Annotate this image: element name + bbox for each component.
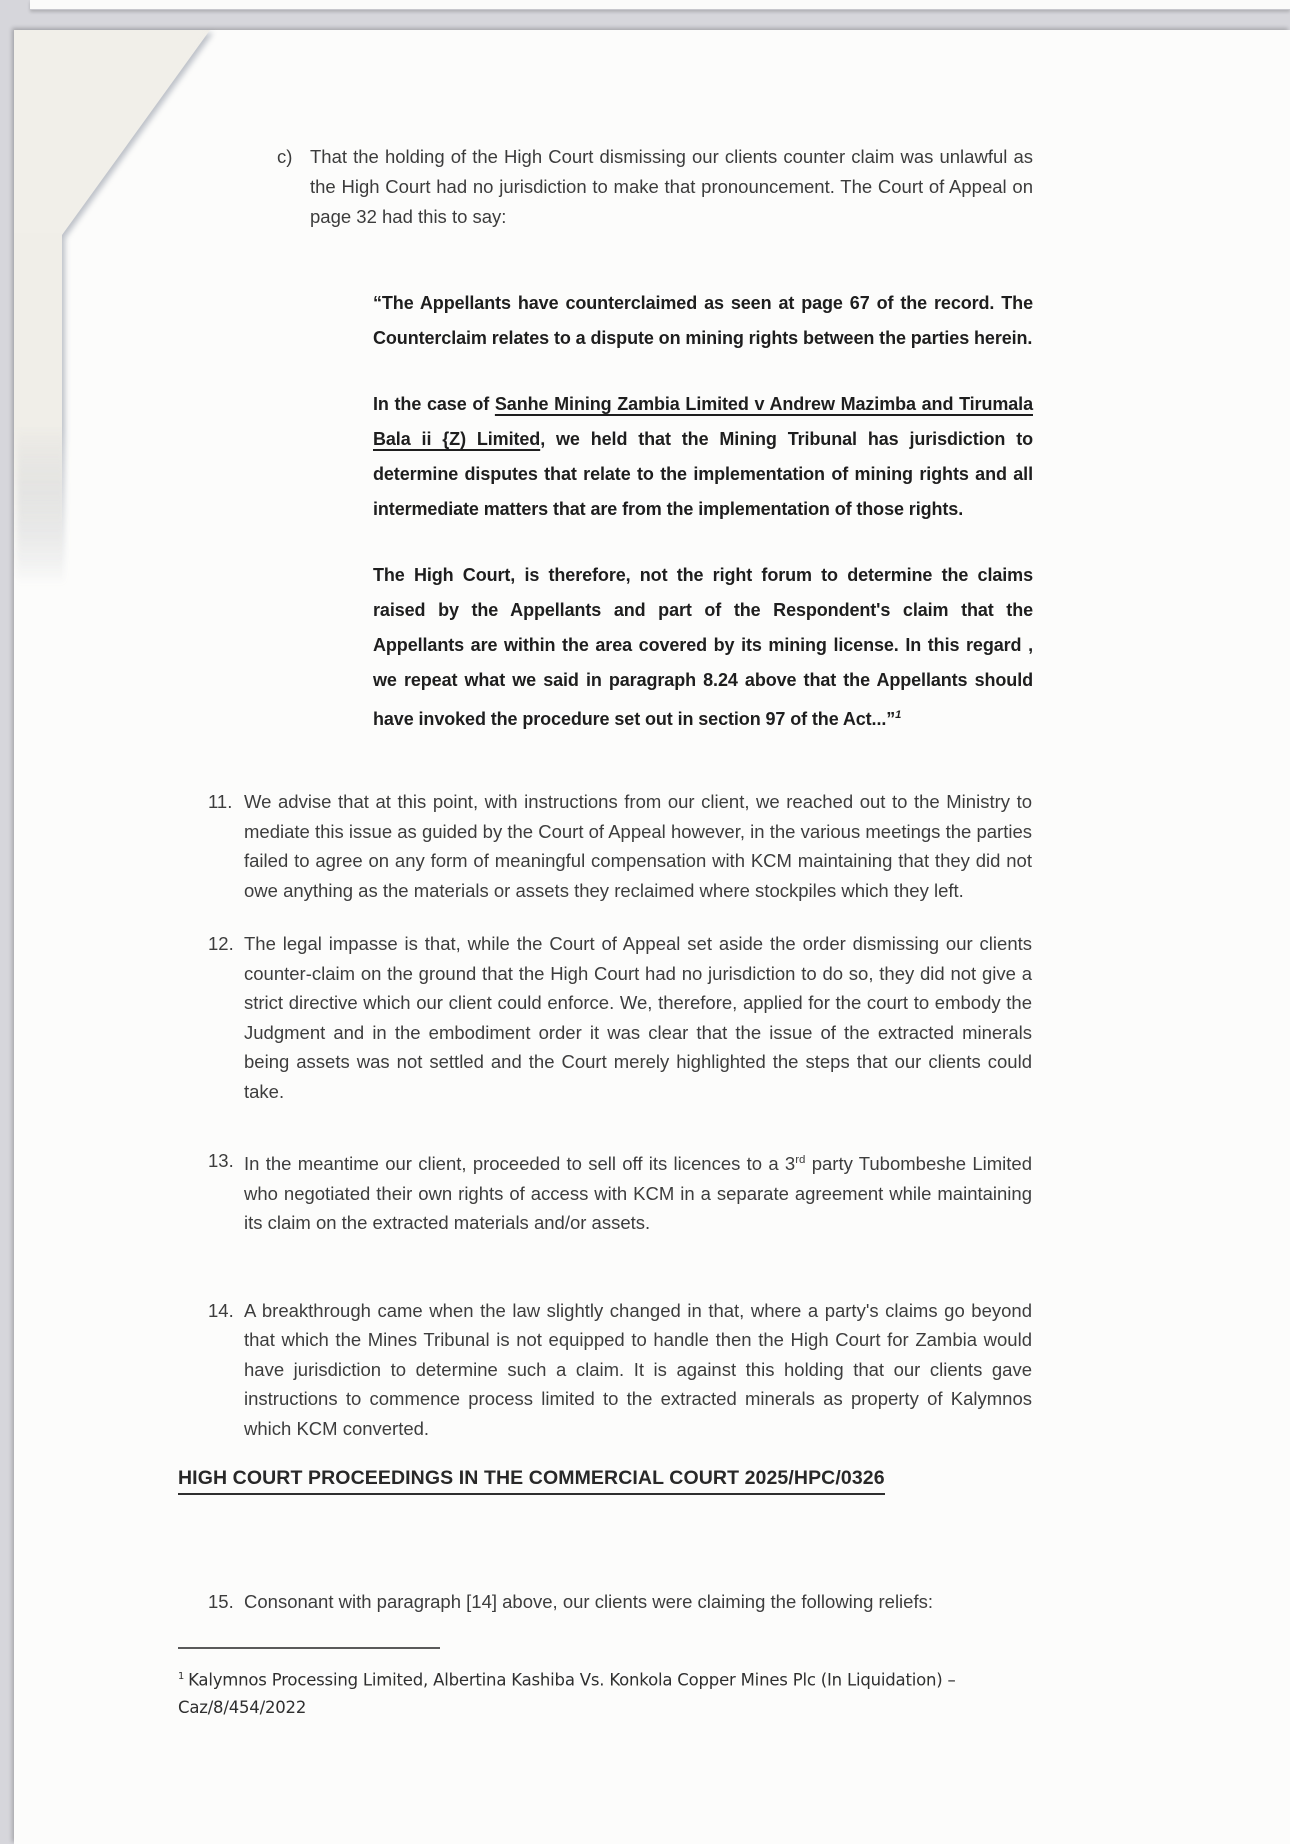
paragraph-15-text: Consonant with paragraph [14] above, our clients were claiming the following reliefs:: [244, 1591, 933, 1613]
quote-paragraph-2-pre: In the case of: [373, 394, 495, 414]
section-heading-text: HIGH COURT PROCEEDINGS IN THE COMMERCIAL COURT 2025/HPC/0326: [178, 1467, 885, 1495]
paragraph-11: [208, 787, 1032, 905]
document-content: [14, 30, 1290, 1722]
paragraph-13-text: [244, 1146, 1032, 1238]
paragraph-12-text: The legal impasse is that, while the Court of Appeal set aside the order dismissing our clients counter-claim on the ground that the High Court had no jurisdiction to do so, they did not give a strict directive which our client could enforce. We, therefore, applied for the court to embody the Judgment and in the embodiment order it was clear that the issue of the extracted minerals being assets was not settled and the Court merely highlighted the steps that our clients could take.: [244, 933, 1032, 1102]
paragraph-12-number: 12.: [208, 933, 234, 954]
spacer: [14, 1495, 1290, 1587]
paragraph-13: [208, 1146, 1032, 1238]
paragraph-14: [208, 1296, 1032, 1444]
quote-paragraph-2-post: , we held that the Mining Tribunal has jurisdiction to determine disputes that relate to the implementation of mining rights and all intermediate matters that are from the implementation of those rights.: [373, 429, 1033, 519]
paragraph-13-text-pre: In the meantime our client, proceeded to sell off its licences to a 3: [244, 1153, 796, 1175]
footnote: [178, 1663, 983, 1723]
footnote-separator: [178, 1647, 440, 1649]
quote-paragraph-1: “The Appellants have counterclaimed as seen at page 67 of the record. The Counterclaim relates to a dispute on mining rights between the parties herein.: [373, 293, 1033, 348]
previous-page-edge: [30, 0, 1290, 10]
quote-paragraph-3: [373, 558, 1033, 737]
paragraph-14-text: A breakthrough came when the law slightly changed in that, where a party's claims go beyond that which the Mines Tribunal is not equipped to handle then the High Court for Zambia would have jurisdiction to determine such a claim. It is against this holding that our clients gave instructions to commence process limited to the extracted minerals as property of Kalymnos which KCM converted.: [244, 1299, 1032, 1439]
footnote-text: Kalymnos Processing Limited, Albertina Kashiba Vs. Konkola Copper Mines Plc (In Liquidation) – Caz/8/454/2022: [178, 1670, 956, 1718]
paragraph-12: [208, 929, 1032, 1106]
paragraph-15: [208, 1587, 1032, 1617]
court-of-appeal-quote: [373, 286, 1033, 737]
section-heading: [178, 1467, 1290, 1495]
ordinal-suffix: rd: [795, 1154, 806, 1166]
footnote-reference: 1: [895, 709, 902, 721]
paragraph-11-text: We advise that at this point, with instructions from our client, we reached out to the Ministry to mediate this issue as guided by the Court of Appeal however, in the various meetings the parties failed to agree on any form of meaningful compensation with KCM maintaining that they did not owe anything as the materials or assets they reclaimed where stockpiles which they left.: [244, 791, 1032, 901]
cited-case-name: Sanhe Mining Zambia Limited v Andrew Mazimba and Tirumala Bala ii {Z) Limited: [373, 394, 1033, 449]
paragraph-13-number: 13.: [208, 1150, 234, 1171]
item-c-text: That the holding of the High Court dismissing our clients counter claim was unlawful as the High Court had no jurisdiction to make that pronouncement. The Court of Appeal on page 32 had this to say:: [310, 146, 1033, 227]
paragraph-11-number: 11.: [208, 791, 233, 812]
paragraph-15-number: 15.: [208, 1591, 234, 1613]
quote-paragraph-3-text: The High Court, is therefore, not the right forum to determine the claims raised by the Appellants and part of the Respondent's claim that the Appellants are within the area covered by its mining license. In this regard , we repeat what we said in paragraph 8.24 above that the Appellants should have invoked the procedure set out in section 97 of the Act...”: [373, 565, 1033, 729]
list-item-c: [277, 142, 1033, 232]
paragraph-13-text-post: party Tubombeshe Limited who negotiated their own rights of access with KCM in a separate agreement while maintaining its claim on the extracted materials and/or assets.: [244, 1153, 1032, 1234]
quote-paragraph-2: [373, 387, 1033, 527]
document-page: [14, 30, 1290, 1844]
paragraph-14-number: 14.: [208, 1299, 234, 1321]
item-c-label: c): [277, 146, 293, 167]
footnote-marker: 1: [178, 1670, 185, 1682]
